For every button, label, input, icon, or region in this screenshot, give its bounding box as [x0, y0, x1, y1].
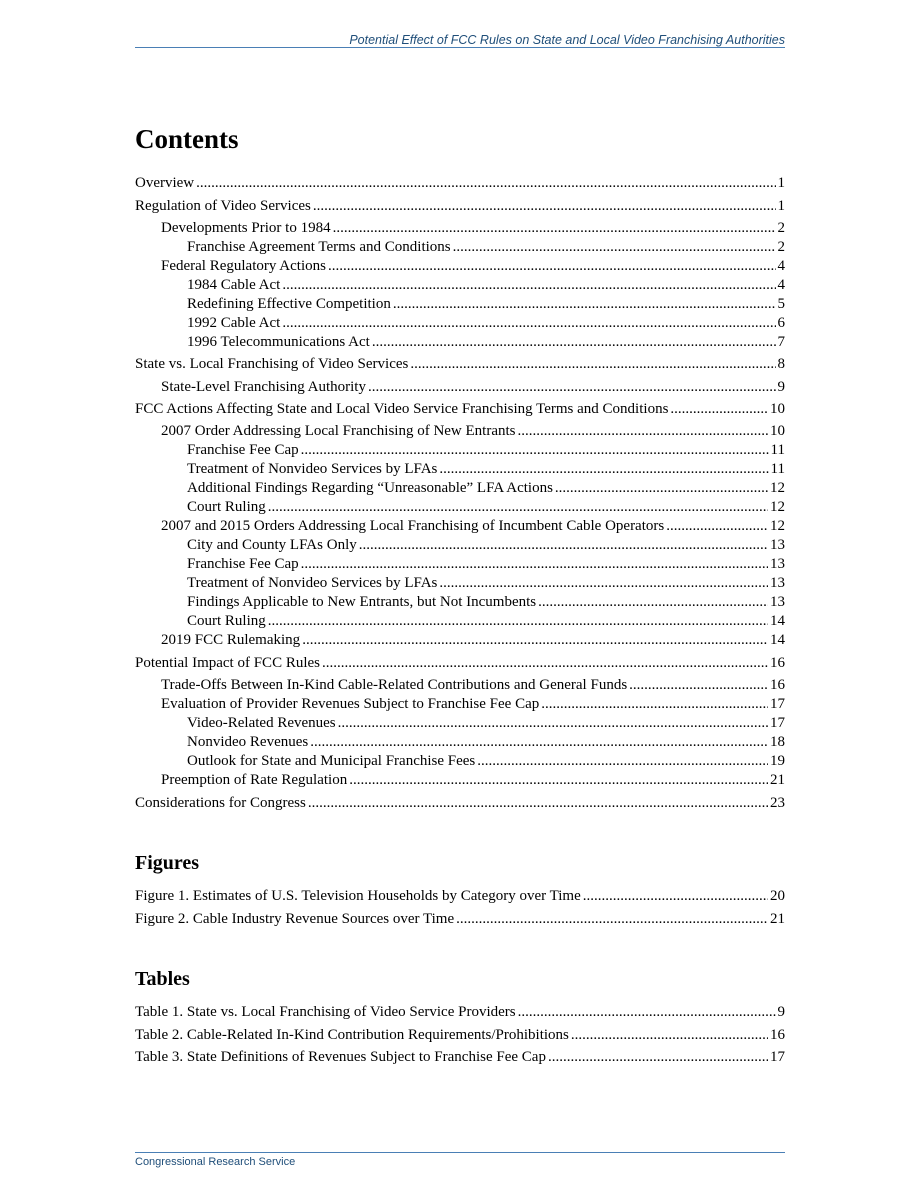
toc-entry[interactable]: Franchise Fee Cap ..... 11	[187, 441, 785, 460]
toc-entry[interactable]: 1992 Cable Act ..... 6	[187, 314, 785, 333]
toc-entry[interactable]: Considerations for Congress ..... 23	[135, 794, 785, 813]
toc-entry[interactable]: Additional Findings Regarding “Unreasonable” LFA Actions ..... 12	[187, 479, 785, 498]
contents-title: Contents	[135, 124, 239, 154]
figure-entry[interactable]: Figure 2. Cable Industry Revenue Sources over Time ..... 21	[135, 910, 785, 929]
toc-entry[interactable]: City and County LFAs Only ..... 13	[187, 536, 785, 555]
toc-entry[interactable]: Redefining Effective Competition ..... 5	[187, 295, 785, 314]
toc-entry[interactable]: 1996 Telecommunications Act ..... 7	[187, 333, 785, 352]
figures-heading: Figures	[135, 852, 200, 874]
toc-entry[interactable]: 2007 Order Addressing Local Franchising of New Entrants ..... 10	[161, 422, 785, 441]
toc-entry[interactable]: Evaluation of Provider Revenues Subject to Franchise Fee Cap ..... 17	[161, 695, 785, 714]
toc-entry[interactable]: Trade-Offs Between In-Kind Cable-Related Contributions and General Funds ..... 16	[161, 676, 785, 695]
toc-entry[interactable]: Franchise Agreement Terms and Conditions ..... 2	[187, 238, 785, 257]
toc-entry[interactable]: Court Ruling ..... 14	[187, 612, 785, 631]
toc-entry[interactable]: Outlook for State and Municipal Franchise Fees ..... 19	[187, 752, 785, 771]
page-footer: Congressional Research Service	[135, 1152, 785, 1168]
toc-entry[interactable]: Federal Regulatory Actions ..... 4	[161, 257, 785, 276]
toc-entry[interactable]: Treatment of Nonvideo Services by LFAs ..... 11	[187, 460, 785, 479]
toc-entry[interactable]: State-Level Franchising Authority ..... 9	[161, 378, 785, 397]
toc-entry[interactable]: Treatment of Nonvideo Services by LFAs ..... 13	[187, 574, 785, 593]
toc-entry[interactable]: FCC Actions Affecting State and Local Video Service Franchising Terms and Conditions ..... 10	[135, 400, 785, 419]
toc-entry[interactable]: Potential Impact of FCC Rules ..... 16	[135, 654, 785, 673]
toc-entry[interactable]: Preemption of Rate Regulation ..... 21	[161, 771, 785, 790]
toc-entry[interactable]: Overview ..... 1	[135, 174, 785, 193]
table-entry[interactable]: Table 2. Cable-Related In-Kind Contribution Requirements/Prohibitions ..... 16	[135, 1026, 785, 1045]
toc-entry[interactable]: Court Ruling ..... 12	[187, 498, 785, 517]
toc-entry[interactable]: Video-Related Revenues ..... 17	[187, 714, 785, 733]
toc-entry[interactable]: Nonvideo Revenues ..... 18	[187, 733, 785, 752]
toc-entry[interactable]: State vs. Local Franchising of Video Services ..... 8	[135, 355, 785, 374]
toc-entry[interactable]: 1984 Cable Act ..... 4	[187, 276, 785, 295]
table-entry[interactable]: Table 3. State Definitions of Revenues Subject to Franchise Fee Cap ..... 17	[135, 1048, 785, 1067]
tables-heading: Tables	[135, 968, 190, 990]
toc-entry[interactable]: Franchise Fee Cap ..... 13	[187, 555, 785, 574]
running-header: Potential Effect of FCC Rules on State and Local Video Franchising Authorities	[135, 33, 785, 48]
toc-entry[interactable]: Findings Applicable to New Entrants, but Not Incumbents ..... 13	[187, 593, 785, 612]
toc-entry[interactable]: Developments Prior to 1984 ..... 2	[161, 219, 785, 238]
figure-entry[interactable]: Figure 1. Estimates of U.S. Television Households by Category over Time ..... 20	[135, 887, 785, 906]
toc-entry[interactable]: Regulation of Video Services ..... 1	[135, 197, 785, 216]
toc-entry[interactable]: 2019 FCC Rulemaking ..... 14	[161, 631, 785, 650]
toc-entry[interactable]: 2007 and 2015 Orders Addressing Local Franchising of Incumbent Cable Operators ..... 12	[161, 517, 785, 536]
table-entry[interactable]: Table 1. State vs. Local Franchising of Video Service Providers ..... 9	[135, 1003, 785, 1022]
